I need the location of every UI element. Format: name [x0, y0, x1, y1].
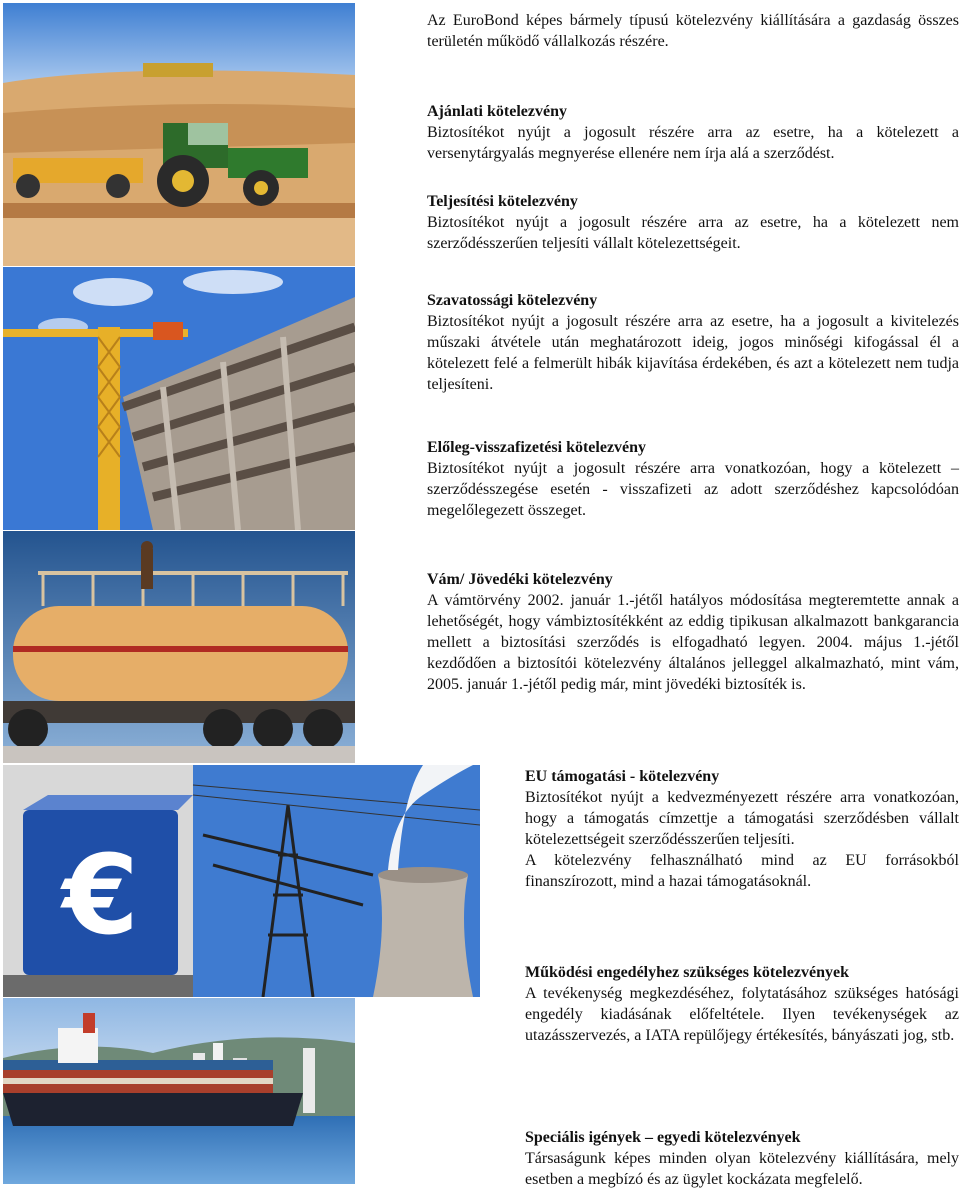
photo-tanker-truck [3, 531, 355, 763]
photo-crane-building [3, 267, 355, 530]
photo-tractor-earthworks [3, 3, 355, 266]
section-szavatossagi [427, 290, 959, 395]
section-body: Biztosítékot nyújt a jogosult részére arra az esetre, ha a kötelezett nem szerződésszerűen teljesíti vállalt kötelezettségeit. [427, 214, 959, 252]
section-title: Teljesítési kötelezvény [427, 193, 578, 210]
section-body: A tevékenység megkezdéséhez, folytatásához szükséges hatósági engedély kiadásának előfeltétele. Ilyen tevékenységek az utazásszervezés, a IATA repülőjegy értékesítés, bányászati jog, stb. [525, 985, 959, 1044]
section-title: Speciális igények – egyedi kötelezvények [525, 1129, 801, 1146]
section-body: Biztosítékot nyújt a jogosult részére arra az esetre, ha a kötelezett a versenytárgyalás megnyerése ellenére nem írja alá a szerződést. [427, 124, 959, 162]
section-ajanlati [427, 101, 959, 164]
section-title: Előleg-visszafizetési kötelezvény [427, 439, 647, 456]
section-eu-tamogatasi [525, 766, 959, 892]
section-title: Szavatossági kötelezvény [427, 292, 598, 309]
section-eloleg [427, 437, 959, 521]
section-title: EU támogatási - kötelezvény [525, 768, 720, 785]
section-body: Biztosítékot nyújt a kedvezményezett részére arra vonatkozóan, hogy a támogatás címzettje a támogatási szerződésben vállalt kötelezettségeit szerződésszerűen teljesíti. [525, 789, 959, 848]
section-body: Biztosítékot nyújt a jogosult részére arra az esetre, ha a jogosult a kivitelezés műszaki átvétele után meghatározott ideig, jogos minőségi kifogással él a kötelezett felé a felmerült hibák kijavítása érdekében, és azt a kötelezett nem tudja teljesíteni. [427, 313, 959, 393]
section-body: A kötelezvény felhasználható mind az EU forrásokból finanszírozott, mind a hazai támogatásoknál. [525, 852, 959, 890]
section-title: Vám/ Jövedéki kötelezvény [427, 571, 613, 588]
intro-paragraph [427, 10, 959, 52]
section-title: Ajánlati kötelezvény [427, 103, 567, 120]
section-teljesitesi [427, 191, 959, 254]
section-body: A vámtörvény 2002. január 1.-jétől hatályos módosítása megteremtette annak a lehetőségét, hogy vámbiztosítékként az eddig tipikusan alkalmazott bankgarancia mellett a biztosítási szerződés is elfogadható legyen. 2004. május 1.-jétől kezdődően a biztosítói kötelezvény általános jelleggel alkalmazható, mint vám, 2005. január 1.-jétől pedig már, mint jövedéki biztosíték is. [427, 592, 959, 693]
section-vam-jovedeki [427, 569, 959, 695]
section-mukodesi-engedely [525, 962, 959, 1046]
photo-container-ship [3, 998, 355, 1184]
euro-icon: € [62, 831, 139, 959]
photo-euro-energy [3, 765, 480, 997]
section-body: Biztosítékot nyújt a jogosult részére arra vonatkozóan, hogy a kötelezett – szerződésszegése esetén - visszafizeti az adott szerződéshez kapcsolódóan megelőlegezett összeget. [427, 460, 959, 519]
section-specialis-igenyek [525, 1127, 959, 1190]
section-title: Működési engedélyhez szükséges kötelezvények [525, 964, 849, 981]
section-body: Társaságunk képes minden olyan kötelezvény kiállítására, mely esetben a megbízó és az ügylet kockázata megfelelő. [525, 1150, 959, 1188]
intro-text: Az EuroBond képes bármely típusú kötelezvény kiállítására a gazdaság összes területén működő vállalkozás részére. [427, 12, 959, 50]
